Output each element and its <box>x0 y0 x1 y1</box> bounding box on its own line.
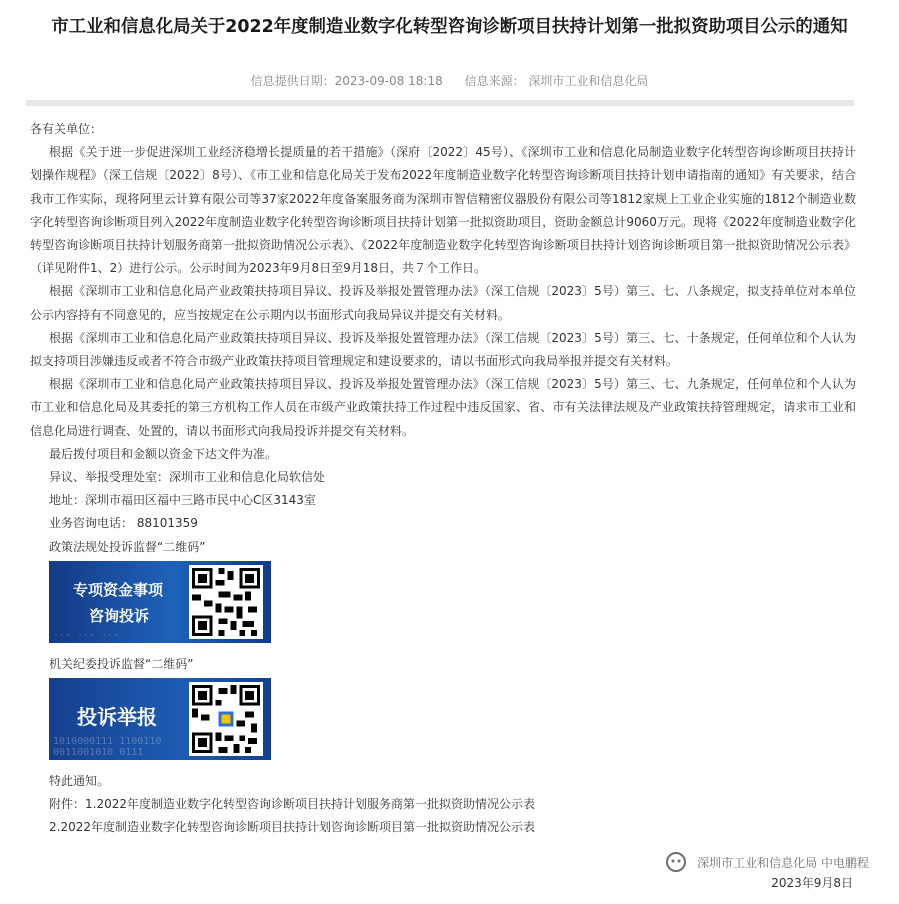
paragraph-1: 根据《关于进一步促进深圳工业经济稳增长提质量的若干措施》（深府〔2022〕45号）、《深圳市工业和信息化局制造业数字化转型咨询诊断项目扶持计划操作规程》（深工信规〔2022〕8号）、《市工业和信息化局关于发布2022年度制造业数字化转型咨询诊断项目扶持计划申请指南的通知》有关要求，结合我市工作实际，现将阿里云计算有限公司等37家2022年度备案服务商为深圳市智信精密仪器股份有限公司等1812家规上工业企业实施的1812个制造业数字化转型咨询诊断项目列入2022年度制造业数字化转型咨询诊断项目扶持计划第一批拟资助项目，资助金额总计9060万元。现将《2022年度制造业数字化转型咨询诊断项目扶持计划服务商第一批拟资助情况公示表》、《2022年度制造业数字化转型咨询诊断项目扶持计划咨询诊断项目第一批拟资助情况公示表》（详见附件1、2）进行公示。公示时间为2023年9月8日至9月18日，共７个工作日。 <box>30 145 856 276</box>
article-body <box>30 118 856 840</box>
banner-pattern-2: 1010000111 1100110 0011001010 0111 <box>53 736 162 759</box>
wechat-icon <box>665 851 687 873</box>
qr1-banner-line-2: 咨询投诉 <box>89 606 150 625</box>
policy-complaint-qr-banner <box>49 561 271 643</box>
discipline-complaint-qr-banner <box>49 678 271 760</box>
qr1-banner-line-1: 专项资金事项 <box>73 580 164 599</box>
attachment-2-link[interactable]: 2.2022年度制造业数字化转型咨询诊断项目扶持计划咨询诊断项目第一批拟资助情况公示表 <box>49 820 535 835</box>
watermark-date: 2023年9月8日 <box>771 876 853 890</box>
closing-line: 特此通知。 <box>49 774 110 789</box>
qr1-label: 政策法规处投诉监督“二维码” <box>49 539 206 554</box>
info-source: 信息来源： 深圳市工业和信息化局 <box>464 74 649 88</box>
paragraph-2: 根据《深圳市工业和信息化局产业政策扶持项目异议、投诉及举报处置管理办法》（深工信规〔2023〕5号）第三、七、八条规定，拟支持单位对本单位公示内容持有不同意见的，应当按规定在公示期内以书面形式向我局异议并提交有关材料。 <box>30 284 856 322</box>
qr1-banner-text <box>73 577 163 629</box>
banner-pattern: ··· ··· ··· <box>53 629 120 641</box>
wechat-watermark <box>665 850 869 873</box>
qr2-banner-text: 投诉举报 <box>77 705 157 730</box>
final-note: 最后拨付项目和金额以资金下达文件为准。 <box>49 446 278 461</box>
page-title: 市工业和信息化局关于2022年度制造业数字化转型咨询诊断项目扶持计划第一批拟资助项目公示的通知 <box>51 17 848 37</box>
paragraph-4: 根据《深圳市工业和信息化局产业政策扶持项目异议、投诉及举报处置管理办法》（深工信规〔2023〕5号）第三、七、九条规定，任何单位和个人认为市工业和信息化局及其委托的第三方机构工作人员在市级产业政策扶持工作过程中违反国家、省、市有关法律法规及产业政策扶持管理规定，请求市工业和信息化局进行调查、处置的，请以书面形式向我局投诉并提交有关材料。 <box>30 377 856 438</box>
paragraph-3: 根据《深圳市工业和信息化局产业政策扶持项目异议、投诉及举报处置管理办法》（深工信规〔2023〕5号）第三、七、十条规定，任何单位和个人认为拟支持项目涉嫌违反或者不符合市级产业政策扶持项目管理规定和建设要求的，请以书面形式向我局举报并提交有关材料。 <box>30 330 856 369</box>
address-line: 地址：深圳市福田区福中三路市民中心C区3143室 <box>49 493 316 508</box>
qr-code-icon <box>189 682 263 756</box>
publish-date: 信息提供日期：2023-09-08 18:18 <box>250 74 443 88</box>
phone-line: 业务咨询电话： 88101359 <box>49 516 198 531</box>
office-line: 异议、举报受理处室：深圳市工业和信息化局软信处 <box>49 470 326 485</box>
article-meta <box>0 72 899 89</box>
attachment-1-link[interactable]: 附件：1.2022年度制造业数字化转型咨询诊断项目扶持计划服务商第一批拟资助情况公示表 <box>49 797 535 812</box>
watermark-brand: 深圳市工业和信息化局 中电鹏程 <box>697 856 869 870</box>
title-divider <box>26 100 854 106</box>
qr2-label: 机关纪委投诉监督“二维码” <box>49 656 194 671</box>
salutation: 各有关单位： <box>30 122 103 136</box>
qr-code-icon <box>189 565 263 639</box>
